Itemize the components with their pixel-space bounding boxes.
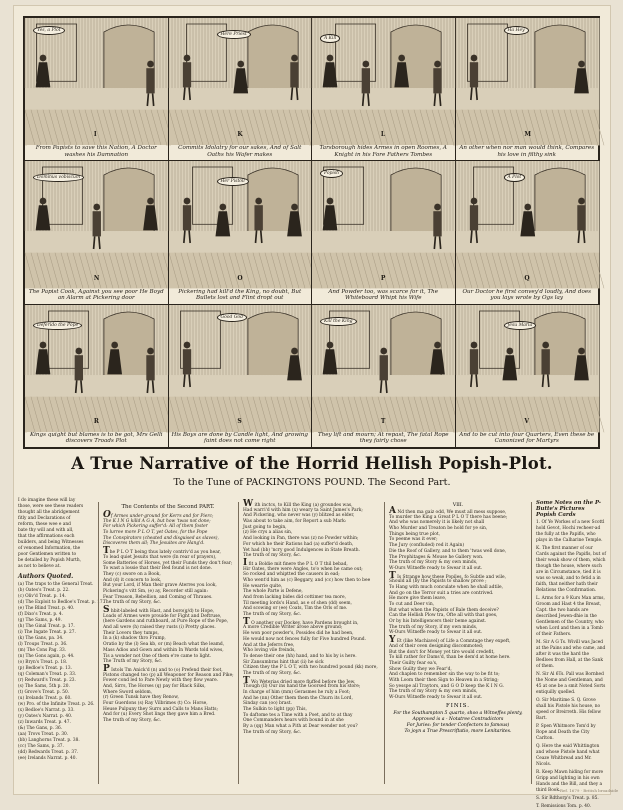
author-citation: (n) The Gons again, p. 44. (18, 654, 75, 659)
ballad-stanza (385, 635, 531, 701)
panel-caption: Pickering had kill'd the King, no doubt, But Bullets lost and Flint dropt out (171, 289, 310, 303)
verse-line: For which he their Rations had (a) suffer'd death, (243, 541, 354, 547)
verse-line: The Sulkin to light (pp) This, (243, 707, 307, 713)
speech-bubble: Jesu Maria (504, 321, 537, 330)
verse-line: Where Sword seldom, (103, 689, 153, 695)
notes-body (536, 520, 606, 810)
verse-line: Til meeting lords's Hand, as e of shen (dd) seem, (243, 600, 352, 606)
author-citation: (k) The Gans, pa. 34. (18, 636, 64, 641)
verse-line: To kill rather for Dams'd, than be dem'd at home here. (389, 655, 511, 661)
verse-line: S hbit-labeled with Hast, and boro(g/d) to Hope, (103, 605, 215, 615)
panel-letter: V (524, 417, 530, 425)
engraving-panel (168, 17, 313, 161)
verse-line: Loads of Armes were prouide for Fight and Deftruse, (103, 613, 222, 619)
verse-line: But your Lord, if Man their grave Aterres you look, (103, 583, 217, 589)
verse-line: The P L O T being thus lately contriv'd as you hear, (103, 546, 221, 557)
side-intro-line: bate thy will and with all, (18, 528, 74, 533)
engraving-panel (24, 17, 169, 161)
contents-line: The Conspirators (cheated and disguised as slaves), (103, 535, 219, 541)
verse-line: They (c) swore on a Book, (103, 571, 161, 577)
panel-caption: And Powder too, was scarce for it, The Whiteboard Whipt his Wife (314, 289, 453, 303)
ballad-stanza (99, 663, 237, 724)
side-intro-line: that the affirmations each (18, 534, 75, 539)
verse-line: By a (qq) Man what a Pith at Dear wender not you? (243, 724, 358, 730)
author-citation: (&) The Gans, p. 36. (18, 726, 63, 731)
engraving-panel (455, 17, 600, 161)
side-intro (18, 498, 90, 570)
speech-bubble: Her Pistoll (217, 177, 249, 186)
notes-heading: Some Notes on the P-Butte's Pictures Popish Cards (536, 500, 601, 518)
verse-line: And at the Jeferrs free, (243, 642, 295, 648)
side-intro-line: as not to believe at. (18, 564, 61, 569)
verse-line: Show Guilty they we Fear'd, (389, 666, 452, 672)
broadside-subtitle: To the Tune of PACKINGTONS POUND. The Second Part. (173, 477, 451, 488)
panel-note: S. Sir Rdthorp's Treat. p. 85. (536, 796, 599, 801)
ballad-stanza (239, 675, 383, 736)
author-citation: (t) Grove's Treat. p. 50. (18, 690, 70, 695)
author-citation: (s) The Sams, 5th p. 20. (18, 684, 70, 689)
verse-line: Die the Roof of Gallery, and to them 'twas well done, (389, 548, 507, 554)
side-intro-line: builders, and being Witnesses (18, 540, 84, 545)
author-citation: (f) Dixo's Treat. p. 4. (18, 612, 63, 617)
verse-line: W-Ours Witneffe ready to Swear it all out. (389, 565, 483, 571)
panel-letter: Q (524, 274, 530, 282)
ballad-stanza (99, 605, 237, 665)
verse-line: And of their oven designing discommoted; (389, 643, 484, 649)
engraving-panel (311, 17, 456, 161)
verse-line: Fower cond led to Pare Newly with they flow yeare. (103, 678, 219, 684)
verse-line: And from lacking bides did cottimer tea more, (243, 595, 346, 600)
author-citation: (r) Redward's Treat. p. 23. (18, 678, 76, 683)
verse-line: Who loving vile freinds, (243, 648, 296, 654)
footer-marks: Ref. 1679 · British broadside (560, 788, 619, 793)
verse-line: Had warri'd with him (x) weary ta Saint James's Park; (243, 507, 363, 513)
verse-line: But what when the Papists of Bale them deceive? (389, 607, 499, 613)
verse-line: (r) Green Tunsk have they Renow, (103, 695, 179, 701)
verse-line: The truth of my Story, &c. (243, 670, 302, 676)
verse-line: A Nd then ma gaiz odd, We must all mess suppose, (389, 506, 507, 516)
speech-bubble: Here Priest (217, 30, 251, 39)
author-citation: (bb) Langhorns Treat. p. 38. (18, 738, 80, 743)
verse-line: (here Gardens and ruthboard, at Pure Rope of the Pope, (103, 619, 229, 625)
panel-letter: K (237, 131, 243, 139)
imprint-line: For the Southampton 5 quarto, shoo a Witneffes plenty, (393, 710, 523, 716)
verse-line: Sir Zansumbras hint that (ii) he sick (243, 659, 324, 665)
verse-line: W-Ours Witneffe ready to Swear it all out. (389, 695, 483, 700)
engraving-panel (311, 304, 456, 448)
verse-line: And, Sirrs, The Horses (q) pay for Black Silks, (103, 683, 206, 689)
author-citation: (g) The Sams, p. 49. (18, 618, 62, 623)
panel-note: M. Sir A G Ts. Wivill was Jaced at the Pains and who came, and after it was the hard the Bedloes from Hall, at the Sank of them. (536, 640, 606, 669)
verse-line: Who Murder and Treaton be hold for ye sin, (389, 526, 488, 532)
verse-line: To peeme was it ever; (389, 537, 438, 543)
verse-line: To cut and Deer vin, (389, 602, 435, 607)
panel-note: N. Sir Al 6Ts. Pall was Bornhed the Nome and Gentleman, and 45 at one be a smit Noted Sorts entiquilly quelled. (536, 672, 606, 695)
authors-heading: Authors Quoted. (18, 573, 74, 580)
verse-line: Their Lovers they tumps, (103, 630, 159, 636)
verse-line: Four Guerdons (s) Ray Vilbrimes (t) Co: Horse, (103, 701, 208, 706)
verse-line: And he (nn) Other them them the Churn its Lord, (243, 695, 353, 701)
side-intro-line: be detailed by Popish Murth, (18, 558, 82, 563)
verse-line: And looking in Pan, there was (z) no Powder within; (243, 536, 359, 542)
panel-letter: M (524, 131, 532, 139)
verse-line: (z) He crys a alias sin, (243, 530, 293, 536)
engraving-panel (311, 160, 456, 304)
ballad-stanza (239, 616, 383, 677)
speech-bubble: A Kill (320, 34, 340, 43)
verse-line: He won poor powder's, Possides did he had been, (243, 631, 354, 637)
verse-line: The truth of my Story & my own minds, (389, 689, 478, 695)
speech-bubble: Ha Hey (504, 26, 529, 35)
panel-note: K. The first manner of our Cards against the Papifls, but of their weak show of them, which though the house, where such are in Circumstance, tied it is was so weak, and to fetid a in faith, that neither hath their Relations the Confirmation. (536, 546, 606, 593)
finis-mark: FINIS. (446, 702, 470, 709)
panel-caption: His Boys are done by Candle light, And growing faint does not come right (171, 431, 308, 445)
verse-line: Some Batteries of Horses, yet their Funds they don't fear; (103, 560, 233, 566)
verse-line: The Prophitages & Mouse he Gallery won. (389, 554, 484, 560)
verse-line: To wast a lossie that their Bed found is not done. (103, 566, 212, 572)
verse-line: To murder the King a Great P L O T there has beene; (389, 514, 508, 520)
author-citation: (b) Oates's Treat. p. 22. (18, 588, 70, 593)
engraving-panel (168, 304, 313, 448)
verse-line: He more give them leave, (389, 596, 447, 602)
verse-line: Mass Adios and Gown and within In Wards told wives, (103, 647, 224, 653)
panel-letter: S (237, 417, 242, 425)
engraving-panel (455, 160, 600, 304)
side-intro-line: thought all the abridgement (18, 510, 80, 515)
author-citation: (y) Oates's Narrat. p. 40. (18, 714, 73, 719)
verse-line: P Istols Tm Anick'd (n) and to (o) Prefend their foot, (103, 663, 223, 674)
ballad-stanza (385, 570, 531, 637)
verse-line: Things being true plot, (389, 531, 440, 537)
column-2 (238, 499, 383, 784)
verse-line: Tis a wonder not One of them e're came to light. (103, 653, 212, 659)
author-citation: (l) Troups Treat. p. 36. (18, 642, 68, 647)
side-intro-line: poor Gentlemen written to (18, 552, 77, 557)
contents-line: Of Armes under-ground for Kerrs and for Pierc; (103, 510, 214, 520)
author-citation: (c) Oliv'd Treat. p. 14. (18, 594, 66, 599)
verse-line: Just going to begin, (243, 524, 287, 530)
verse-line: With Loom their then Sign to Heaven in a String; (389, 677, 499, 683)
verse-line: And Pickering, who never was (y) blitzed as elder, (243, 513, 355, 519)
verse-line: In charge of him (mm) Gerasmes he ruly a Foot; (243, 690, 351, 695)
verse-line: Heuse Pulpuny they Surrs and Calls to Mans Hatts; (103, 706, 218, 712)
verse-line: W-Ours Witneffe ready to Swear it all out. (389, 630, 483, 636)
panel-note: T. Remissions Tom. p. 40. (536, 804, 592, 809)
stanza-numeral: VIII. (452, 503, 464, 508)
contents-line: To lurree more P L O T, yet Oates, for the Pope (103, 530, 208, 536)
verse-line: To dense their one (hh) hand, and to his by is here. (243, 653, 357, 659)
panel-note: Q. Here the eaid Whittington and whose Pistole hand what Ceaze Whitbread and Mr. Nicols. (536, 744, 600, 767)
verse-line: The Truth of my Story, &c. (103, 659, 163, 665)
panel-letter: P (380, 274, 386, 282)
broadside-title: A True Narrative of the Horrid Hellish Popish-Plot. (71, 454, 553, 473)
imprint-line: Approved is a - Notatree Contradictors (412, 716, 504, 722)
contents-heading: The Contents of the Second PART. (121, 504, 215, 510)
author-citation: (e) The Blind Treat. p. 40. (18, 606, 75, 611)
author-citation: (o) Bryn's Treat. p. 18. (18, 660, 68, 665)
author-citation: (p) Bedloe's Treat. p. 13. (18, 666, 72, 671)
author-citation: (m) The Cons Pag. 33. (18, 648, 67, 653)
panel-caption: And to be cut into four Quarters, Even these be Canonized for Martyrs (459, 431, 595, 445)
engraving-scene (169, 305, 313, 432)
verse-line: Y Et (like Machiavel) of Life a Comntage they expeft, (389, 635, 511, 646)
verse-line: The Jury (confluded) red it Again) (389, 543, 465, 549)
ballad-columns (98, 499, 530, 784)
verse-line: Who went'd him as (c) Beggary, and (cc) how then to bee (243, 577, 371, 583)
engraving-scene (456, 161, 600, 288)
verse-line: The truth of my Story, &c. (243, 553, 302, 559)
verse-line: But the don't for Money yet tire would credefit, (389, 649, 495, 655)
engraving-panel (168, 160, 313, 304)
panel-note: R. Keep Mawn hiding for more Gripp and lighting in his own Hands and the Bill, and they a third Book. (536, 770, 604, 793)
author-citation: (i) The Ingate Treat. p. 27. (18, 630, 76, 635)
panel-caption: Commits Idolatry for our sakes, And of Salt Oaths his Wafer makes (171, 145, 310, 159)
contents-line: The K I N G killd A G A, but how 'twas not done; (103, 518, 211, 524)
contents-line: Discoveres them all; The Jesuites are Hang'd. (103, 541, 205, 547)
verse-line: The truth of my Story, &c. (103, 600, 162, 606)
panel-letter: R (93, 417, 99, 425)
imprint-block (385, 711, 531, 735)
panel-letter: L (380, 131, 386, 139)
author-citation: (cc) The Sams, p. 37. (18, 744, 64, 749)
panel-note: O. Sir Maritime S. Q. Grove shall his Pistole his house, no speed or Breirreth. His fellow Bart. (536, 698, 602, 721)
side-intro-line: reform, these wee e and (18, 522, 71, 527)
panel-letter: T (380, 417, 386, 425)
verse-line: And for (u) Every Shot lings they gave him a Bred. (103, 712, 216, 718)
verse-line: One Commanders hears with bound in at she (243, 718, 344, 724)
verse-line: The truth of my Story, &c. (243, 729, 302, 735)
contents-line: For which Pickering suffer'd: All of them foster (103, 524, 208, 530)
author-citation: (d) The Exploit to Bedloe's Treat. p. 17. (18, 600, 104, 605)
verse-line: I fit a Boldie mit finere the P L O T thil bebad, (243, 557, 348, 568)
verse-line: Hir Oates, there were Angles, to'o when he came out; (243, 566, 363, 572)
verse-line: Should all (by the Papists to shallow prove ; (389, 579, 487, 585)
engraving-scene (25, 18, 169, 145)
verse-line: W ith inctcs, to Kill the King (a) groundes was, (243, 499, 353, 509)
panel-note: P. Spen Whitmore Tom'd by Rope and Death the City Carlton. (536, 724, 596, 741)
verse-line: To lead quiet Jesuits that were (In rear of prayers), (103, 554, 217, 560)
panel-note: 1. Of Ye Workes of a new Scottl hold Gevot, Hochi recheer-ad the fully at the Papifls, who plays in the Calharine Temple. (536, 520, 605, 543)
broadside-sheet (14, 6, 610, 809)
speech-bubble: Yes, a Plot (33, 26, 65, 35)
panel-letter: N (93, 274, 100, 282)
side-intro-line: those, were see these readers (18, 504, 84, 509)
panel-caption: Kings quight but blames is to be got, Mrs Gelli discovers Troads Plot (27, 432, 166, 446)
verse-line: He wearrie quite, (243, 583, 283, 589)
speech-bubble: Good God (217, 313, 248, 322)
author-citation: (x) Bedloe's Narrat. p. 33. (18, 708, 75, 713)
verse-line: So rocked and whiptted the causers in ead; (243, 572, 340, 578)
engraving-panel (24, 160, 169, 304)
author-citation: (ee) Irelands Narrat. p. 40. (18, 756, 77, 761)
verse-line: And (d) it concern to look, (103, 577, 162, 583)
verse-line: T Wo Weterias dried more fluffed before the Jew, (243, 675, 356, 686)
verse-line: Citizen they the P L O T, with two hundred pound (kk) more, (243, 665, 378, 671)
engraving-panel (455, 304, 600, 448)
verse-line: The truth of my Story, &c. (103, 718, 162, 724)
verse-line: Pistons changed too (p) all Weaponer for Reason and Pike; (103, 672, 234, 678)
engraving-scene (456, 18, 600, 145)
verse-line: The truth of my Story, if my own minds, (389, 624, 478, 630)
side-intro-line: fitly and Declarations of (18, 516, 71, 521)
verse-line: To daftome tes a Time with a Poet, and to at thay (243, 712, 353, 718)
verse-line: And go on the Terror suit a tries are contrived. (389, 590, 494, 596)
author-citation: (a) The traps to the General Treat. (18, 582, 94, 587)
imprint-line: To joyn a True Prescriftatio, more Lenitarites. (404, 728, 512, 734)
verse-line: And who was nomerely it is likely not shall (389, 520, 485, 526)
verse-line: And chaplen to remember sin the way to be fit to; (389, 672, 500, 678)
author-citation: (aa) Trovs Treat. p. 30. (18, 732, 69, 737)
ballad-stanza (239, 557, 383, 618)
verse-line: T O another our Dockey, have Pardens brought in, (243, 616, 359, 627)
author-citation: (q) Coleman's Treat. p. 33. (18, 672, 77, 677)
speech-bubble: Kill the King (320, 317, 357, 326)
author-citation: (u) Irelands Treat. p. 60. (18, 696, 72, 701)
ballad-stanza (385, 506, 531, 572)
verse-line: Sinday can (oo) brast. (243, 701, 292, 707)
author-citation: (h) The Ginal Treat. p. 17. (18, 624, 75, 629)
side-intro-line: I do imagine these will lay (18, 498, 76, 503)
verse-line: A more Credible Writer arose above ground; (243, 625, 343, 631)
left-margin-notes (18, 498, 104, 788)
author-citation: (z) Inwards Treat. p. 47. (18, 720, 71, 725)
verse-line: The truth of my Story, &c. (243, 612, 302, 618)
imprint-line: For Juries: for tender Confectors to famous) (406, 722, 510, 728)
speech-bubble: Deferido the Pope (33, 321, 82, 330)
panel-caption: They lift and mourn; At repast, The fatal Rope they fairly chose (314, 432, 453, 446)
author-citation: (dd) Redwards Treat. p. 37. (18, 750, 79, 755)
panel-caption: An other when nor man would think, Compares his love in filthy sink (459, 145, 595, 158)
panel-letter: I (93, 131, 97, 139)
panel-note: L. Arms for a 9 Kurs Man arms, Groom and Hast 4 the Breast, Capt. the two hands are described Jewen-dhie in the Gentlemen of the Country, who when Lord and then in a Tomb of their Fathers. (536, 596, 605, 637)
verse-line: And all were (h) raised they rusts (i) Pretty glaces. (103, 625, 216, 631)
verse-line: Their Guilty fear ea's, (389, 660, 438, 666)
ballad-stanza (239, 499, 383, 559)
verse-line: In a (k) shadow thro Frump, (103, 636, 166, 642)
panel-caption: From Papists to save this Nation, A Doctor washes his Damnation (27, 145, 166, 159)
panel-letter: O (237, 274, 243, 282)
authors-list (18, 582, 104, 762)
column-1 (98, 502, 237, 784)
verse-line: To Hang with much conculate when he shall adtile, (389, 584, 504, 590)
panel-caption: Tarsborough hides Armes in open Roomes, A Knight in his Fore Fathers Tombes (314, 145, 453, 159)
ballad-stanza (99, 546, 237, 606)
panel-caption: Our Doctor he first convey'd loudly, And does you lays wrote by Ogs lay (458, 289, 597, 303)
verse-line: Or by his Intelligencers their beme against. (389, 619, 487, 625)
verse-line: Though (ll) Our ins hand the Goorsed from his store; (243, 684, 361, 690)
engraving-scene (312, 161, 456, 288)
panel-caption: The Papist Cook, Against you see poor He Boyd an Alarm at Pickering door (28, 288, 164, 301)
verse-line: Pickering's vitt Sm, (e) ay, Recorder still again: (103, 588, 208, 594)
verse-line: So yesspe all Traytors, and G O D keep the K I N G. (389, 683, 504, 689)
side-intro-line: of venomed Information, the (18, 546, 81, 551)
author-citation: (w) Pro. of the Infinite Treat. p. 26. (18, 702, 95, 707)
verse-line: T Is Strange how these Popiles, fo Subtle and wile, (389, 570, 507, 581)
verse-line: The whole Parte is Defene, (243, 589, 303, 595)
column-3 (384, 502, 532, 784)
verse-line: Was about to take aim, for Report a sub Mark: (243, 519, 347, 525)
contents-summary (99, 510, 237, 547)
verse-line: Can the Hellish Plow tra, Ofte all with that goes, (389, 613, 498, 619)
verse-line: Yet had (bb) 'ncry good Indulgences in State Breath. (243, 547, 360, 553)
speech-bubble: Dominus vobiscum (33, 173, 84, 182)
engraving-grid (23, 16, 600, 449)
verse-line: Oratio by the (l) Sea kb, or (m) Beach what the leamd, (103, 642, 225, 648)
speech-bubble: A Plot (504, 173, 526, 182)
speech-bubble: Popish (320, 169, 343, 178)
verse-line: And scowing or (ee) Coats, Tim the Orls of me. (243, 606, 348, 612)
verse-line: Fear Treason, Rebellion, and Coming of Thraues. (103, 594, 213, 600)
verse-line: He would now not fences fully for Five hundred Pound. (243, 636, 366, 642)
engraving-panel (24, 304, 169, 448)
verse-line: The truth of my Story & my own minds, (389, 560, 478, 566)
